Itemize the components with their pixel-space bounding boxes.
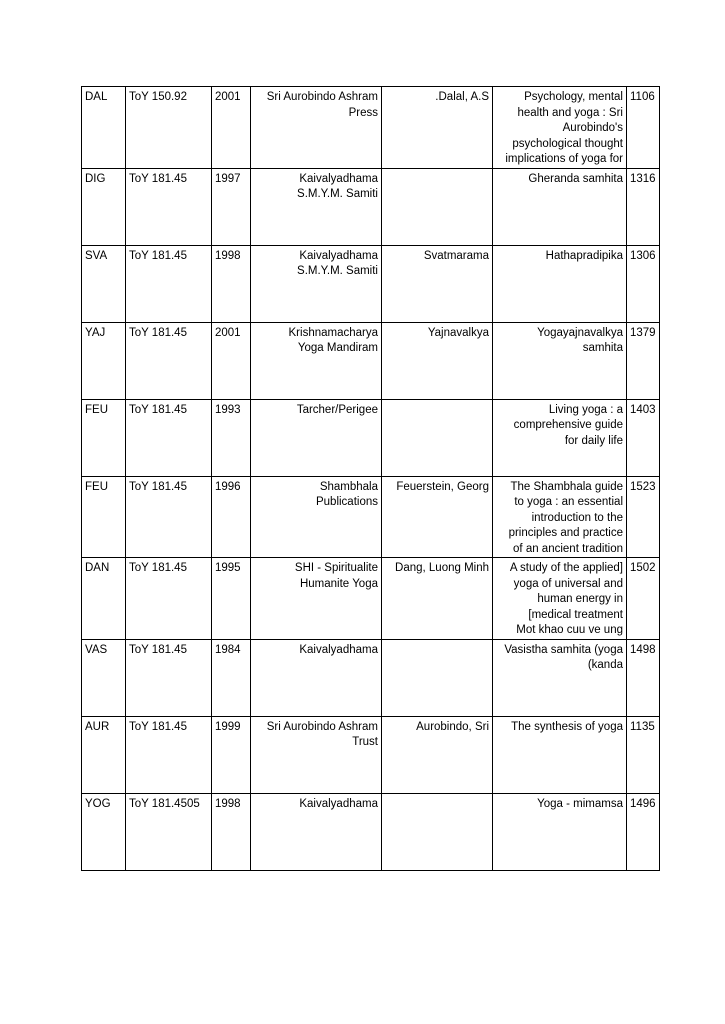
year-cell: 1999 <box>212 716 251 793</box>
code-cell: SVA <box>82 245 126 322</box>
table-row <box>82 399 660 476</box>
classification-cell: ToY 181.45 <box>126 245 212 322</box>
publisher-cell: Krishnamacharya Yoga Mandiram <box>251 322 382 399</box>
author-cell: Yajnavalkya <box>382 322 493 399</box>
year-cell: 2001 <box>212 322 251 399</box>
table-row <box>82 476 660 558</box>
classification-cell: ToY 181.45 <box>126 558 212 640</box>
id-cell: 1379 <box>627 322 660 399</box>
author-cell <box>382 168 493 245</box>
publisher-cell: Sri Aurobindo Ashram Press <box>251 87 382 169</box>
id-cell: 1403 <box>627 399 660 476</box>
publisher-cell: Tarcher/Perigee <box>251 399 382 476</box>
classification-cell: ToY 181.4505 <box>126 793 212 870</box>
id-cell: 1523 <box>627 476 660 558</box>
code-cell: AUR <box>82 716 126 793</box>
author-cell: .Dalal, A.S <box>382 87 493 169</box>
code-cell: VAS <box>82 639 126 716</box>
classification-cell: ToY 181.45 <box>126 476 212 558</box>
publisher-cell: Kaivalyadhama <box>251 793 382 870</box>
catalog-rows <box>82 87 660 871</box>
classification-cell: ToY 181.45 <box>126 168 212 245</box>
classification-cell: ToY 150.92 <box>126 87 212 169</box>
author-cell <box>382 639 493 716</box>
table-row <box>82 558 660 640</box>
classification-cell: ToY 181.45 <box>126 639 212 716</box>
year-cell: 1996 <box>212 476 251 558</box>
title-cell: Vasistha samhita (yoga (kanda <box>493 639 627 716</box>
publisher-cell: Kaivalyadhama S.M.Y.M. Samiti <box>251 245 382 322</box>
code-cell: DAN <box>82 558 126 640</box>
author-cell <box>382 399 493 476</box>
catalog-table <box>81 86 660 871</box>
table-row <box>82 639 660 716</box>
title-cell: Psychology, mental health and yoga : Sri Aurobindo's psychological thought implications of yoga for <box>493 87 627 169</box>
publisher-cell: Shambhala Publications <box>251 476 382 558</box>
title-cell: Living yoga : a comprehensive guide for daily life <box>493 399 627 476</box>
table-row <box>82 322 660 399</box>
publisher-cell: Sri Aurobindo Ashram Trust <box>251 716 382 793</box>
title-cell: A study of the applied] yoga of universal and human energy in [medical treatment Mot khao cuu ve ung <box>493 558 627 640</box>
id-cell: 1106 <box>627 87 660 169</box>
publisher-cell: Kaivalyadhama <box>251 639 382 716</box>
title-cell: The synthesis of yoga <box>493 716 627 793</box>
table-row <box>82 87 660 169</box>
code-cell: FEU <box>82 476 126 558</box>
year-cell: 1995 <box>212 558 251 640</box>
title-cell: The Shambhala guide to yoga : an essential introduction to the principles and practice of an ancient tradition <box>493 476 627 558</box>
table-row <box>82 716 660 793</box>
classification-cell: ToY 181.45 <box>126 716 212 793</box>
title-cell: Yoga - mimamsa <box>493 793 627 870</box>
code-cell: YOG <box>82 793 126 870</box>
code-cell: YAJ <box>82 322 126 399</box>
title-cell: Hathapradipika <box>493 245 627 322</box>
author-cell: Aurobindo, Sri <box>382 716 493 793</box>
id-cell: 1306 <box>627 245 660 322</box>
title-cell: Yogayajnavalkya samhita <box>493 322 627 399</box>
code-cell: FEU <box>82 399 126 476</box>
table-row <box>82 793 660 870</box>
id-cell: 1316 <box>627 168 660 245</box>
table-row <box>82 168 660 245</box>
publisher-cell: Kaivalyadhama S.M.Y.M. Samiti <box>251 168 382 245</box>
publisher-cell: SHI - Spiritualite Humanite Yoga <box>251 558 382 640</box>
author-cell: Svatmarama <box>382 245 493 322</box>
id-cell: 1502 <box>627 558 660 640</box>
author-cell: Feuerstein, Georg <box>382 476 493 558</box>
title-cell: Gheranda samhita <box>493 168 627 245</box>
id-cell: 1498 <box>627 639 660 716</box>
id-cell: 1135 <box>627 716 660 793</box>
code-cell: DAL <box>82 87 126 169</box>
year-cell: 1993 <box>212 399 251 476</box>
table-row <box>82 245 660 322</box>
year-cell: 1998 <box>212 793 251 870</box>
author-cell: Dang, Luong Minh <box>382 558 493 640</box>
year-cell: 1997 <box>212 168 251 245</box>
classification-cell: ToY 181.45 <box>126 399 212 476</box>
code-cell: DIG <box>82 168 126 245</box>
id-cell: 1496 <box>627 793 660 870</box>
classification-cell: ToY 181.45 <box>126 322 212 399</box>
author-cell <box>382 793 493 870</box>
year-cell: 1998 <box>212 245 251 322</box>
year-cell: 1984 <box>212 639 251 716</box>
year-cell: 2001 <box>212 87 251 169</box>
